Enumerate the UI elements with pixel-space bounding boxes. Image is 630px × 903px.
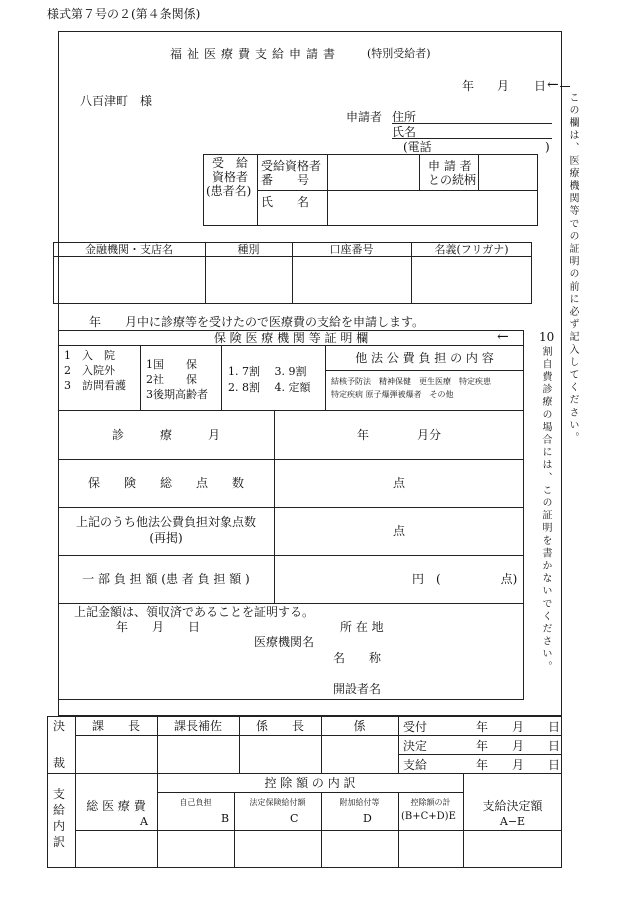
deduction-self-pay: 自己負担	[179, 798, 212, 807]
applicant-label: 申請者	[346, 110, 383, 124]
bank-header-institution: 金融機関・支店名	[85, 243, 173, 256]
margin-note-2: 割自費診療の場合には、この証明を書かないでください。	[540, 346, 551, 674]
relation-label-1: 申 請 者	[428, 159, 472, 173]
bank-institution-field[interactable]	[54, 257, 204, 303]
ratio-line-2[interactable]: 2. 8割 4. 定額	[228, 381, 311, 394]
status-paid: 支給	[403, 758, 428, 772]
margin-note-1: この欄は、医療機関等での証明の前に必ず記入してください。	[567, 92, 578, 445]
recipient-name-field[interactable]	[328, 191, 537, 225]
other-public-line-1[interactable]: 結核予防法 精神保健 更生医療 特定疾患	[331, 377, 491, 386]
approval-stamp-subsection[interactable]	[240, 736, 320, 772]
approval-col-staff: 係	[353, 719, 366, 733]
facility-label: 医療機関名	[254, 635, 315, 649]
status-received-date[interactable]: 年 月 日	[476, 720, 561, 734]
bank-account-field[interactable]	[293, 257, 410, 303]
recipient-name-label: 氏 名	[261, 195, 310, 209]
statement: 年 月中に診療等を受けたので医療費の支給を申請します。	[89, 315, 425, 329]
date-day: 日	[534, 79, 547, 93]
total-cost-field[interactable]	[76, 831, 156, 867]
breakdown-label: 支給内訳	[53, 787, 66, 849]
approval-col-subsection: 係 長	[255, 719, 304, 733]
visit-type-2[interactable]: 2 入院外	[64, 364, 115, 377]
deduction-heading: 控 除 額 の 内 訳	[264, 776, 356, 790]
location-label: 所 在 地	[340, 620, 384, 634]
approval-label-bottom: 裁	[53, 756, 66, 770]
row-label-total-points: 保 険 総 点 数	[87, 476, 244, 490]
approval-label-top: 決	[53, 719, 66, 733]
bank-header-type: 種別	[237, 243, 260, 256]
date-month: 月	[497, 79, 510, 93]
facility-name-label: 名 称	[333, 651, 382, 665]
name-field[interactable]	[392, 138, 552, 139]
addressee: 八百津町 様	[80, 94, 153, 108]
recipient-number-label-1: 受給資格者	[261, 159, 322, 173]
arrow-left-icon: ←	[547, 77, 559, 93]
deduction-self-pay-letter: B	[221, 812, 230, 825]
additional-field[interactable]	[322, 831, 397, 867]
date-year: 年	[462, 79, 475, 93]
statutory-field[interactable]	[235, 831, 320, 867]
self-pay-field[interactable]	[158, 831, 233, 867]
recipient-label-1: 受 給	[212, 156, 249, 170]
relation-label-2: との続柄	[428, 173, 477, 187]
other-public-line-2[interactable]: 特定疾病 原子爆弾被爆者 その他	[331, 390, 454, 399]
breakdown-total-letter: A	[140, 815, 148, 828]
founder-label: 開設者名	[333, 682, 382, 696]
bank-header-holder: 名義(フリガナ)	[434, 243, 509, 256]
decision-letter: A−E	[499, 815, 526, 828]
status-paid-date[interactable]: 年 月 日	[476, 758, 561, 772]
bank-header-account: 口座番号	[329, 243, 374, 256]
deduction-additional: 附加給付等	[339, 798, 380, 807]
phone-label: (電話	[403, 140, 432, 154]
certification-text: 上記金額は、領収済であることを証明する。	[74, 605, 315, 619]
recipient-number-label-2: 番 号	[261, 173, 310, 187]
breakdown-total-label: 総 医 療 費	[86, 799, 146, 813]
form-number: 様式第７号の２(第４条関係)	[47, 7, 201, 21]
approval-stamp-section-chief[interactable]	[76, 736, 156, 772]
form-title: 福祉医療費支給申請書	[170, 47, 341, 61]
approval-stamp-deputy[interactable]	[158, 736, 238, 772]
approval-col-deputy: 課長補佐	[173, 719, 222, 733]
insurer-type-1[interactable]: 1国 保	[146, 358, 197, 371]
row-value-copay[interactable]: 円 ( 点)	[412, 572, 518, 586]
status-decided: 決定	[403, 739, 428, 753]
bank-type-field[interactable]	[206, 257, 291, 303]
applicant-address-label: 住所	[392, 110, 417, 124]
row-label-public-points-2: (再掲)	[149, 531, 183, 545]
phone-close: )	[545, 140, 550, 154]
row-label-month: 診 療 月	[111, 428, 220, 442]
deduction-statutory: 法定保険給付額	[249, 798, 306, 807]
insurance-heading: 保 険 医 療 機 関 等 証 明 欄	[213, 331, 369, 345]
address-field[interactable]	[392, 123, 552, 124]
deduction-statutory-letter: C	[290, 812, 299, 825]
visit-type-3[interactable]: 3 訪問看護	[64, 379, 126, 392]
insurer-type-3[interactable]: 3後期高齢者	[146, 388, 208, 401]
form-subtitle: (特別受給者)	[367, 47, 431, 60]
margin-note-number: 10	[539, 330, 555, 344]
row-label-public-points: 上記のうち他法公費負担対象点数	[75, 515, 256, 529]
approval-stamp-staff[interactable]	[322, 736, 397, 772]
other-public-heading: 他 法 公 費 負 担 の 内 容	[355, 351, 494, 365]
deduction-sum-letter: (B+C+D)E	[401, 811, 456, 822]
bank-holder-field[interactable]	[412, 257, 531, 303]
row-value-month[interactable]: 年 月分	[356, 428, 441, 442]
row-value-total-points[interactable]: 点	[392, 476, 405, 490]
approval-col-section-chief: 課 長	[91, 719, 140, 733]
decision-amount-field[interactable]	[464, 831, 561, 867]
recipient-label-3: (患者名)	[206, 184, 252, 198]
recipient-number-field[interactable]	[328, 155, 418, 189]
row-value-public-points[interactable]: 点	[392, 524, 405, 538]
decision-label: 支給決定額	[482, 799, 543, 813]
row-label-copay: 一 部 負 担 額 (患 者 負 担 額 )	[82, 572, 250, 586]
relation-field[interactable]	[479, 155, 537, 189]
deduction-sum-field[interactable]	[399, 831, 462, 867]
deduction-sum: 控除額の計	[410, 798, 451, 807]
deduction-additional-letter: D	[363, 812, 372, 825]
recipient-label-2: 資格者	[212, 170, 249, 184]
insurer-type-2[interactable]: 2社 保	[146, 373, 197, 386]
arrow-left-icon: ←	[497, 329, 509, 345]
status-received: 受付	[403, 720, 428, 734]
status-decided-date[interactable]: 年 月 日	[476, 739, 561, 753]
applicant-name-label: 氏名	[392, 125, 417, 139]
certification-date[interactable]: 年 月 日	[116, 620, 201, 634]
ratio-line-1[interactable]: 1. 7割 3. 9割	[228, 365, 307, 378]
visit-type-1[interactable]: 1 入 院	[64, 349, 115, 362]
